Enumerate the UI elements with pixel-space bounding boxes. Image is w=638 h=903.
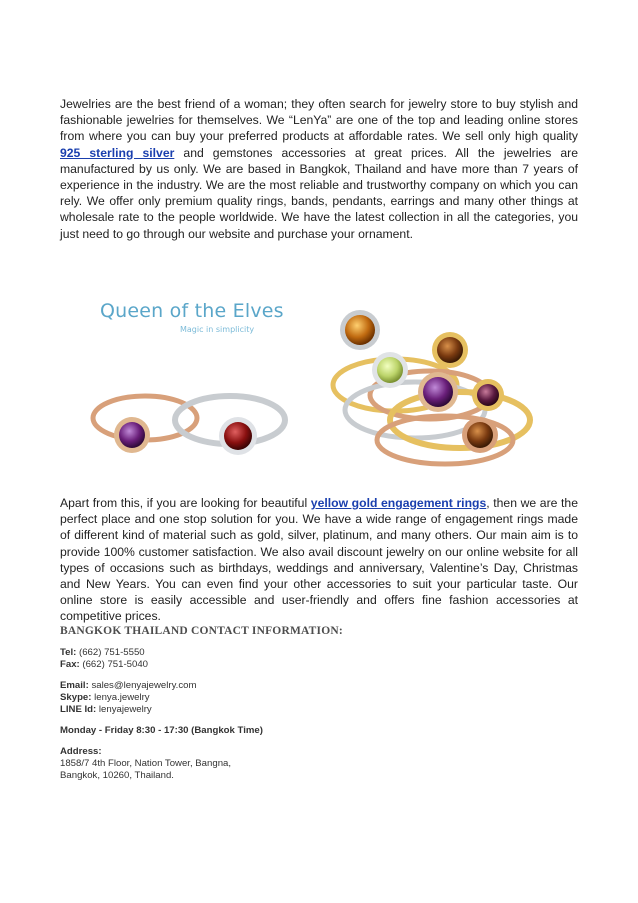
skype-row <box>60 692 196 704</box>
second-paragraph <box>60 495 578 625</box>
tel-row <box>60 647 148 659</box>
hours-block <box>60 725 263 737</box>
email-value[interactable]: sales@lenyajewelry.com <box>88 680 197 691</box>
smoky-quartz-gem-top <box>432 332 468 368</box>
banner-title: Queen of the Elves <box>100 300 284 322</box>
email-row <box>60 680 196 692</box>
engagement-rings-link[interactable]: yellow gold engagement rings <box>310 496 487 510</box>
tel-label: Tel: <box>60 647 77 658</box>
online-contact-block <box>60 680 196 716</box>
business-hours: Monday - Friday 8:30 - 17:30 (Bangkok Time) <box>60 725 263 736</box>
address-line-2: Bangkok, 10260, Thailand. <box>60 770 174 781</box>
address-label: Address: <box>60 746 102 757</box>
fax-label: Fax: <box>60 659 80 670</box>
fax-value: (662) 751-5040 <box>79 659 149 670</box>
rose-gold-amethyst-ring <box>93 396 197 453</box>
line-row <box>60 704 196 716</box>
peridot-gem <box>372 352 408 388</box>
address-line-1: 1858/7 4th Floor, Nation Tower, Bangna, <box>60 758 232 769</box>
phone-block <box>60 647 148 671</box>
email-label: Email: <box>60 680 89 691</box>
rings-illustration <box>60 270 578 480</box>
second-text-end: , then we are the perfect place and one stop solution for you. We have a wide range of engagement rings made of different kind of material such as gold, silver, platinum, and many others. Our main aim is to provide 100% customer satisfaction. We also avail discount jewelry on our online website for all types of occasions such as birthdays, weddings and anniversary, Valentine’s Day, Christmas and New Years. You can even find your other accessories to suit your particular taste. Our online store is easily accessible and user-friendly and offers fine fashion accessories at competitive prices. <box>60 496 578 624</box>
banner-subtitle: Magic in simplicity <box>180 325 255 334</box>
wine-gem <box>472 379 504 411</box>
contact-heading: BANGKOK THAILAND CONTACT INFORMATION: <box>60 625 343 637</box>
fax-row <box>60 659 148 671</box>
product-banner <box>60 270 578 480</box>
second-text-start: Apart from this, if you are looking for beautiful <box>60 496 311 510</box>
skype-label: Skype: <box>60 692 92 703</box>
line-value: lenyajewelry <box>96 704 152 715</box>
citrine-gem <box>340 310 380 350</box>
address-label-row <box>60 746 231 758</box>
skype-value: lenya.jewelry <box>91 692 150 703</box>
intro-text-start: Jewelries are the best friend of a woman; they often search for jewelry store to buy stylish and fashionable jewelries for themselves. We “LenYa” are one of the top and leading online stores from where you can buy your preferred products at affordable rates. We sell only high quality <box>60 97 578 144</box>
sterling-silver-link[interactable]: 925 sterling silver <box>60 145 175 160</box>
address-block <box>60 746 231 782</box>
amethyst-gem-center <box>418 372 458 412</box>
intro-text-end: and gemstones accessories at great prices. All the jewelries are manufactured by us only. We are based in Bangkok, Thailand and have more than 7 years of experience in the industry. We are the most reliable and trustworthy company on which you can rely. We offer only premium quality rings, bands, pendants, earrings and many other things at wholesale rate to the people worldwide. We have the latest collection in all the categories, you just need to go through our website and purchase your ornament. <box>60 145 578 241</box>
smoky-quartz-gem-bottom <box>462 417 498 453</box>
intro-paragraph <box>60 96 578 242</box>
line-label: LINE Id: <box>60 704 97 715</box>
tel-value: (662) 751-5550 <box>76 647 145 658</box>
